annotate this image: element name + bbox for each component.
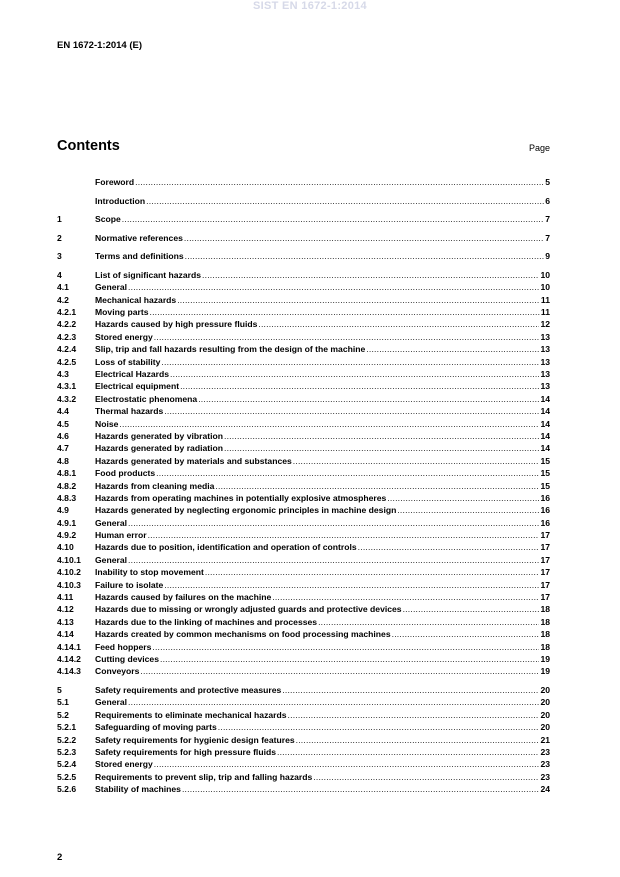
toc-entry[interactable] [57, 294, 550, 306]
toc-entry[interactable] [57, 232, 550, 244]
toc-entry-number: 4.8.3 [57, 492, 77, 503]
toc-entry-title: Hazards generated by materials and substances [95, 455, 292, 466]
toc-entry[interactable] [57, 628, 550, 640]
toc-entry-page: 16 [540, 492, 550, 503]
toc-entry-title: Terms and definitions [95, 251, 184, 262]
toc-entry-number: 4.2 [57, 294, 69, 305]
toc-dot-leader [396, 504, 539, 516]
toc-dot-leader [127, 281, 539, 293]
toc-entry[interactable] [57, 250, 550, 262]
toc-entry-number: 4.3.1 [57, 381, 77, 392]
toc-entry-number: 5.2.2 [57, 734, 77, 745]
toc-dot-leader [292, 455, 540, 467]
toc-entry[interactable] [57, 492, 550, 504]
toc-entry[interactable] [57, 380, 550, 392]
toc-entry-page: 9 [545, 251, 550, 262]
toc-entry[interactable] [57, 331, 550, 343]
toc-dot-leader [287, 709, 540, 721]
toc-entry-title: Normative references [95, 232, 183, 243]
toc-entry[interactable] [57, 771, 550, 783]
toc-entry[interactable] [57, 281, 550, 293]
toc-entry-number: 5.2.1 [57, 722, 77, 733]
toc-entry[interactable] [57, 176, 550, 188]
toc-entry[interactable] [57, 343, 550, 355]
toc-entry-number: 4.10 [57, 542, 74, 553]
toc-entry[interactable] [57, 709, 550, 721]
toc-dot-leader [276, 746, 539, 758]
toc-entry[interactable] [57, 603, 550, 615]
toc-entry-number: 4.14.1 [57, 641, 81, 652]
toc-entry-page: 7 [545, 214, 550, 225]
toc-entry-number: 4.2.3 [57, 331, 77, 342]
toc-entry[interactable] [57, 734, 550, 746]
toc-entry[interactable] [57, 418, 550, 430]
toc-entry-title: Moving parts [95, 307, 149, 318]
toc-entry-number: 4.2.2 [57, 319, 77, 330]
toc-entry-page: 7 [545, 232, 550, 243]
toc-dot-leader [163, 579, 539, 591]
toc-entry[interactable] [57, 467, 550, 479]
toc-entry-title: Stability of machines [95, 784, 181, 795]
toc-entry-number: 4.10.3 [57, 579, 81, 590]
toc-entry-number: 5.2.4 [57, 759, 77, 770]
toc-entry-page: 20 [540, 697, 550, 708]
toc-entry[interactable] [57, 684, 550, 696]
toc-dot-leader [127, 554, 539, 566]
toc-dot-leader [183, 232, 544, 244]
toc-entry-title: Inability to stop movement [95, 567, 204, 578]
toc-dot-leader [160, 356, 539, 368]
toc-entry-number: 4.8 [57, 455, 69, 466]
toc-entry-number: 5.2 [57, 709, 69, 720]
toc-entry[interactable] [57, 541, 550, 553]
toc-entry[interactable] [57, 430, 550, 442]
toc-entry[interactable] [57, 783, 550, 795]
toc-dot-leader [386, 492, 539, 504]
toc-entry-number: 2 [57, 232, 62, 243]
toc-entry-number: 4.9.2 [57, 530, 77, 541]
toc-entry-title: Loss of stability [95, 356, 161, 367]
toc-entry-title: Mechanical hazards [95, 294, 177, 305]
toc-entry-page: 16 [540, 505, 550, 516]
watermark: SIST EN 1672-1:2014 [253, 0, 367, 12]
toc-dot-leader [184, 250, 545, 262]
toc-entry[interactable] [57, 758, 550, 770]
toc-entry-number: 4.2.1 [57, 307, 77, 318]
toc-entry-page: 17 [540, 554, 550, 565]
toc-dot-leader [179, 380, 539, 392]
toc-entry-number: 5 [57, 684, 62, 695]
toc-entry-number: 4.5 [57, 418, 69, 429]
toc-dot-leader [223, 430, 539, 442]
toc-entry-title: Conveyors [95, 666, 140, 677]
toc-dot-leader [217, 721, 540, 733]
toc-entry-title: Safety requirements and protective measures [95, 684, 282, 695]
toc-entry-title: Requirements to prevent slip, trip and falling hazards [95, 771, 313, 782]
toc-dot-leader [402, 603, 540, 615]
toc-entry[interactable] [57, 566, 550, 578]
toc-entry-page: 12 [540, 319, 550, 330]
toc-entry-title: General [95, 282, 128, 293]
toc-entry-page: 13 [540, 381, 550, 392]
toc-entry-number: 4.2.5 [57, 356, 77, 367]
toc-entry-number: 4.10.2 [57, 567, 81, 578]
toc-entry-title: Safety requirements for hygienic design features [95, 734, 295, 745]
toc-entry-number: 4.7 [57, 443, 69, 454]
toc-dot-leader [139, 665, 539, 677]
toc-dot-leader [204, 566, 540, 578]
toc-entry[interactable] [57, 318, 550, 330]
toc-entry-title: Slip, trip and fall hazards resulting from the design of the machine [95, 344, 366, 355]
toc-entry-title: Scope [95, 214, 121, 225]
toc-entry-number: 4.12 [57, 604, 74, 615]
toc-entry-title: General [95, 554, 128, 565]
toc-entry-number: 4.3 [57, 369, 69, 380]
toc-entry-number: 4.1 [57, 282, 69, 293]
toc-entry-number: 5.2.3 [57, 746, 77, 757]
toc-entry-page: 24 [540, 784, 550, 795]
toc-entry-page: 23 [540, 746, 550, 757]
toc-dot-leader [271, 591, 539, 603]
toc-entry-number: 4.13 [57, 616, 74, 627]
toc-dot-leader [391, 628, 540, 640]
toc-entry[interactable] [57, 306, 550, 318]
toc-dot-leader [163, 405, 539, 417]
toc-entry-title: Stored energy [95, 759, 153, 770]
contents-title: Contents [57, 138, 120, 154]
toc-entry-title: Thermal hazards [95, 406, 164, 417]
toc-entry-number: 4.14.3 [57, 666, 81, 677]
toc-entry-number: 4.14.2 [57, 654, 81, 664]
toc-dot-leader [295, 734, 540, 746]
toc-entry-page: 23 [540, 759, 550, 770]
toc-dot-leader [127, 517, 539, 529]
toc-dot-leader [127, 696, 539, 708]
toc-entry-page: 20 [540, 722, 550, 733]
toc-entry-title: Electrical Hazards [95, 369, 170, 380]
toc-entry[interactable] [57, 721, 550, 733]
toc-entry-page: 10 [540, 269, 550, 280]
toc-entry-title: Hazards generated by vibration [95, 430, 223, 441]
toc-dot-leader [159, 653, 539, 665]
toc-dot-leader [197, 393, 539, 405]
toc-entry-page: 13 [540, 369, 550, 380]
toc-entry-page: 19 [540, 666, 550, 677]
toc-dot-leader [357, 541, 540, 553]
toc-entry-page: 14 [540, 406, 550, 417]
toc-entry-title: Requirements to eliminate mechanical hazards [95, 709, 287, 720]
toc-entry-page: 21 [540, 734, 550, 745]
toc-entry-title: Hazards created by common mechanisms on food processing machines [95, 629, 391, 640]
toc-dot-leader [223, 442, 539, 454]
toc-entry-page: 14 [540, 430, 550, 441]
toc-entry-page: 14 [540, 443, 550, 454]
toc-dot-leader [176, 294, 540, 306]
toc-entry-title: Hazards from operating machines in potentially explosive atmospheres [95, 492, 387, 503]
toc-entry-title: Hazards due to missing or wrongly adjusted guards and protective devices [95, 604, 402, 615]
toc-dot-leader [169, 368, 539, 380]
toc-entry-page: 16 [540, 517, 550, 528]
toc-entry-number: 4 [57, 269, 62, 280]
toc-entry-title: Cutting devices [95, 654, 159, 664]
toc-entry-title: Noise [95, 418, 119, 429]
toc-entry[interactable] [57, 195, 550, 207]
toc-entry[interactable] [57, 517, 550, 529]
toc-entry[interactable] [57, 529, 550, 541]
toc-entry[interactable] [57, 393, 550, 405]
toc-entry-page: 17 [540, 567, 550, 578]
toc-entry-title: Hazards generated by neglecting ergonomic principles in machine design [95, 505, 397, 516]
toc-dot-leader [145, 195, 544, 207]
toc-dot-leader [155, 467, 539, 479]
toc-dot-leader [121, 213, 544, 225]
toc-entry[interactable] [57, 554, 550, 566]
toc-entry-page: 14 [540, 393, 550, 404]
toc-entry-number: 4.9.1 [57, 517, 77, 528]
toc-entry[interactable] [57, 665, 550, 677]
toc-entry-page: 10 [540, 282, 550, 293]
toc-entry-number: 1 [57, 214, 62, 225]
toc-dot-leader [147, 529, 540, 541]
toc-entry-title: Electrostatic phenomena [95, 393, 198, 404]
toc-entry-page: 18 [540, 641, 550, 652]
toc-entry[interactable] [57, 405, 550, 417]
toc-entry-title: Safeguarding of moving parts [95, 722, 217, 733]
toc-entry-title: Hazards due to position, identification and operation of controls [95, 542, 357, 553]
toc-dot-leader [134, 176, 544, 188]
toc-entry-page: 18 [540, 604, 550, 615]
toc-entry-number: 4.9 [57, 505, 69, 516]
toc-entry-page: 17 [540, 579, 550, 590]
toc-entry-title: List of significant hazards [95, 269, 202, 280]
toc-entry-number: 3 [57, 251, 62, 262]
toc-dot-leader [281, 684, 539, 696]
table-of-contents [57, 176, 550, 795]
document-header: EN 1672-1:2014 (E) [57, 40, 143, 51]
toc-dot-leader [317, 616, 539, 628]
toc-entry-title: Hazards from cleaning media [95, 480, 215, 491]
toc-entry[interactable] [57, 641, 550, 653]
toc-entry-number: 4.11 [57, 592, 74, 603]
toc-dot-leader [312, 771, 539, 783]
toc-entry-title: Electrical equipment [95, 381, 180, 392]
toc-entry-page: 23 [540, 771, 550, 782]
toc-entry-title: General [95, 697, 128, 708]
toc-entry-title: Hazards due to the linking of machines and processes [95, 616, 318, 627]
toc-entry-title: Introduction [95, 195, 146, 206]
toc-entry-title: Hazards generated by radiation [95, 443, 223, 454]
toc-entry-page: 17 [540, 530, 550, 541]
toc-entry[interactable] [57, 591, 550, 603]
toc-entry-number: 4.4 [57, 406, 69, 417]
toc-entry-page: 13 [540, 356, 550, 367]
toc-entry-number: 4.2.4 [57, 344, 77, 355]
toc-dot-leader [365, 343, 539, 355]
toc-entry-number: 4.8.2 [57, 480, 77, 491]
toc-entry-title: Foreword [95, 177, 135, 187]
toc-entry-page: 13 [540, 344, 550, 355]
toc-entry[interactable] [57, 480, 550, 492]
toc-entry-page: 14 [540, 418, 550, 429]
toc-entry[interactable] [57, 616, 550, 628]
toc-entry-number: 4.6 [57, 430, 69, 441]
toc-entry-title: Food products [95, 468, 156, 479]
toc-entry[interactable] [57, 696, 550, 708]
toc-entry[interactable] [57, 504, 550, 516]
toc-entry-number: 4.10.1 [57, 554, 81, 565]
toc-entry[interactable] [57, 269, 550, 281]
toc-entry-page: 18 [540, 616, 550, 627]
toc-dot-leader [201, 269, 539, 281]
toc-entry-page: 11 [540, 307, 550, 318]
toc-entry-page: 5 [545, 177, 550, 187]
toc-entry-page: 13 [540, 331, 550, 342]
toc-entry-page: 17 [540, 592, 550, 603]
page-column-label: Page [528, 143, 550, 153]
toc-dot-leader [214, 480, 539, 492]
toc-entry-title: Failure to isolate [95, 579, 164, 590]
toc-dot-leader [257, 318, 539, 330]
toc-entry-title: Feed hoppers [95, 641, 152, 652]
toc-entry-page: 20 [540, 709, 550, 720]
toc-entry-page: 6 [545, 195, 550, 206]
toc-entry-title: Safety requirements for high pressure fluids [95, 746, 276, 757]
toc-entry[interactable] [57, 356, 550, 368]
toc-entry[interactable] [57, 455, 550, 467]
toc-entry-title: Hazards caused by high pressure fluids [95, 319, 258, 330]
toc-entry[interactable] [57, 442, 550, 454]
toc-entry[interactable] [57, 579, 550, 591]
toc-entry-number: 5.2.5 [57, 771, 77, 782]
toc-entry-page: 15 [540, 455, 550, 466]
toc-entry-page: 15 [540, 480, 550, 491]
toc-dot-leader [181, 783, 539, 795]
toc-entry-page: 18 [540, 629, 550, 640]
toc-entry-title: Stored energy [95, 331, 153, 342]
toc-entry-title: Human error [95, 530, 147, 541]
toc-dot-leader [153, 331, 540, 343]
toc-entry-page: 20 [540, 684, 550, 695]
page-number: 2 [57, 852, 63, 863]
toc-dot-leader [118, 418, 539, 430]
toc-entry-page: 17 [540, 542, 550, 553]
toc-entry-page: 19 [540, 654, 550, 664]
toc-entry[interactable] [57, 653, 550, 665]
toc-entry[interactable] [57, 213, 550, 225]
toc-entry-number: 4.14 [57, 629, 74, 640]
toc-entry-page: 11 [540, 294, 550, 305]
toc-entry-title: General [95, 517, 128, 528]
toc-entry-number: 5.1 [57, 697, 69, 708]
toc-entry[interactable] [57, 368, 550, 380]
toc-entry-number: 4.8.1 [57, 468, 77, 479]
toc-dot-leader [151, 641, 539, 653]
toc-dot-leader [148, 306, 539, 318]
toc-entry-page: 15 [540, 468, 550, 479]
toc-dot-leader [153, 758, 540, 770]
toc-entry-title: Hazards caused by failures on the machine [95, 592, 272, 603]
toc-entry-number: 4.3.2 [57, 393, 77, 404]
toc-entry-number: 5.2.6 [57, 784, 77, 795]
toc-entry[interactable] [57, 746, 550, 758]
